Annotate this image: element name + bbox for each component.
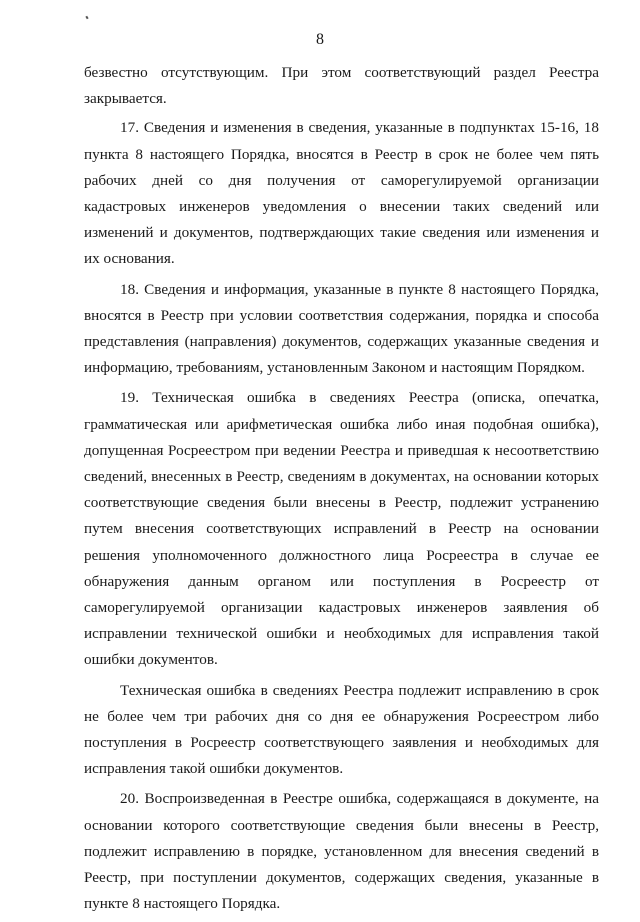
paragraph-item-17: 17. Сведения и изменения в сведения, указанные в подпунктах 15-16, 18 пункта 8 настоящего Порядка, вносятся в Реестр в срок не более чем пять рабочих дней со дня получения от саморегулируемой организации кадастровых инженеров уведомления о внесении таких сведений или изменений и документов, подтверждающих такие сведения или изменения и их основания. — [84, 119, 599, 268]
paragraph-item-19-continued: Техническая ошибка в сведениях Реестра подлежит исправлению в срок не более чем три рабочих дня со дня ее обнаружения Росреестром либо поступления в Росреестр соответствующего заявления и необходимых для исправления такой ошибки документов. — [84, 681, 599, 778]
scan-speck — [85, 16, 88, 20]
paragraph-item-20: 20. Воспроизведенная в Реестре ошибка, содержащаяся в документе, на основании которого соответствующие сведения были внесены в Реестр, подлежит исправлению в порядке, установленном для внесения сведений в Реестр, при поступлении документов, содержащих сведения, указанные в пункте 8 настоящего Порядка. — [84, 790, 599, 913]
paragraph-continuation: безвестно отсутствующим. При этом соответствующий раздел Реестра закрывается. — [84, 64, 599, 108]
paragraph-item-18: 18. Сведения и информация, указанные в пункте 8 настоящего Порядка, вносятся в Реестр при условии соответствия содержания, порядка и способа представления (направления) документов, содержащих указанные сведения и информацию, требованиям, установленным Законом и настоящим Порядком. — [84, 280, 599, 377]
document-body — [84, 60, 599, 922]
page-number: 8 — [316, 31, 324, 48]
paragraph-item-19: 19. Техническая ошибка в сведениях Реестра (описка, опечатка, грамматическая или арифметическая ошибка либо иная подобная ошибка), допущенная Росреестром при ведении Реестра и приведшая к несоответствию сведений, внесенных в Реестр, сведениям в документах, на основании которых соответствующие сведения были внесены в Реестр, подлежит устранению путем внесения соответствующих исправлений в Реестр на основании решения уполномоченного должностного лица Росреестра в случае ее обнаружения данным органом или поступления в Росреестр от саморегулируемой организации кадастровых инженеров заявления об исправлении технической ошибки и необходимых для исправления такой ошибки документов. — [84, 389, 599, 669]
